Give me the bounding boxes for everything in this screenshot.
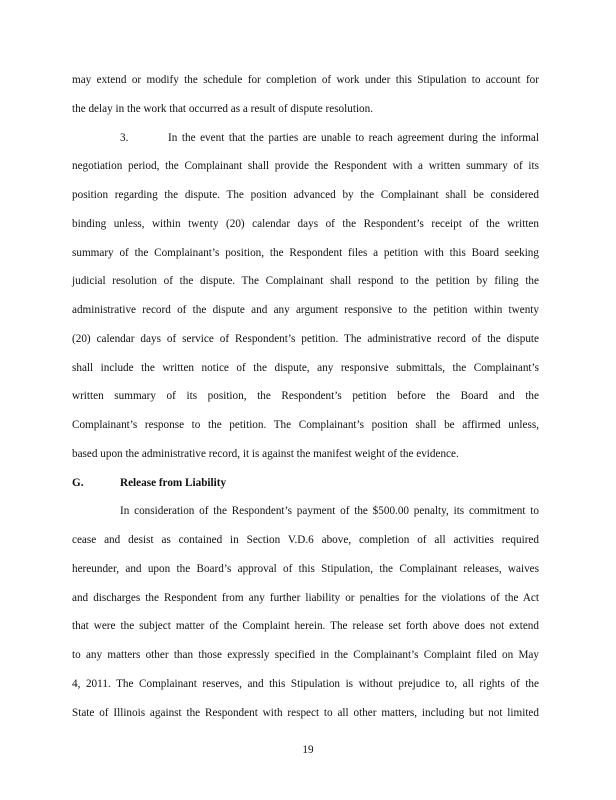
text-line [72, 124, 539, 153]
text-line: summary of the Complainant’s position, the Respondent files a petition with this Board seeking [72, 246, 539, 259]
page-number: 19 [302, 744, 314, 756]
text-line: State of Illinois against the Respondent with respect to all other matters, including but not limited [72, 706, 539, 719]
text-line: the delay in the work that occurred as a result of dispute resolution. [72, 102, 374, 115]
text-line: In consideration of the Respondent’s payment of the $500.00 penalty, its commitment to [120, 505, 539, 518]
paragraph-3 [72, 124, 539, 469]
document-page [72, 66, 539, 727]
text-line: to any matters other than those expressly specified in the Complainant’s Complaint filed on May [72, 649, 539, 661]
section-title: Release from Liability [120, 476, 227, 489]
text-line: and discharges the Respondent from any further liability or penalties for the violations of the Act [72, 591, 539, 604]
section-letter: G. [72, 476, 84, 489]
paragraph-continuation [72, 66, 539, 124]
text-line: based upon the administrative record, it is against the manifest weight of the evidence. [72, 447, 459, 460]
text-line-content: In the event that the parties are unable to reach agreement during the informal [168, 131, 539, 144]
text-line: cease and desist as contained in Section V.D.6 above, completion of all activities required [72, 534, 539, 546]
text-line: may extend or modify the schedule for completion of work under this Stipulation to account for [72, 74, 539, 86]
paragraph-number: 3. [120, 131, 129, 144]
text-line: shall include the written notice of the dispute, any responsive submittals, the Complainant’s [72, 361, 539, 374]
text-line: binding unless, within twenty (20) calendar days of the Respondent’s receipt of the written [72, 217, 539, 230]
text-line: written summary of its position, the Respondent’s petition before the Board and the [72, 390, 539, 403]
text-line: negotiation period, the Complainant shall provide the Respondent with a written summary of its [72, 160, 539, 173]
text-line: 4, 2011. The Complainant reserves, and this Stipulation is without prejudice to, all rights of the [72, 677, 539, 690]
text-line: (20) calendar days of service of Respondent’s petition. The administrative record of the dispute [72, 332, 539, 345]
text-line: Complainant’s response to the petition. The Complainant’s position shall be affirmed unless, [72, 419, 539, 431]
text-line: judicial resolution of the dispute. The Complainant shall respond to the petition by filing the [72, 275, 539, 288]
section-heading [72, 469, 539, 498]
text-line: hereunder, and upon the Board’s approval of this Stipulation, the Complainant releases, waives [72, 562, 539, 575]
text-line: position regarding the dispute. The position advanced by the Complainant shall be considered [72, 189, 539, 201]
text-line: that were the subject matter of the Complaint herein. The release set forth above does not extend [72, 620, 539, 633]
text-line: administrative record of the dispute and any argument responsive to the petition within twenty [72, 304, 539, 316]
section-g-paragraph [72, 497, 539, 727]
